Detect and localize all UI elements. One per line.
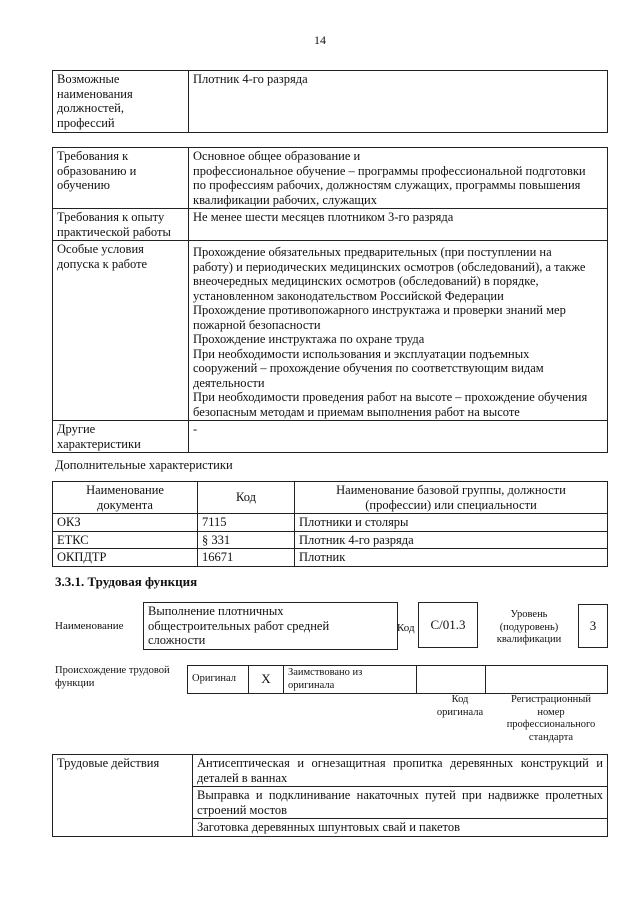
borrowed-label: Заимствовано из оригинала	[284, 666, 417, 694]
row-name: Плотник 4-го разряда	[295, 531, 608, 549]
row-code: 7115	[198, 514, 295, 532]
original-label: Оригинал	[188, 666, 249, 694]
actions-table	[52, 754, 608, 837]
positions-value: Плотник 4-го разряда	[189, 71, 608, 133]
row-code: § 331	[198, 531, 295, 549]
reg-number-label: Регистрационный номер профессионального стандарта	[506, 694, 596, 743]
row-code: 16671	[198, 549, 295, 567]
additional-title: Дополнительные характеристики	[55, 458, 233, 472]
row-doc: ЕТКС	[53, 531, 198, 549]
experience-value: Не менее шести месяцев плотником 3-го разряда	[189, 209, 608, 241]
list-item: Антисептическая и огнезащитная пропитка деревянных конструкций и деталей в ваннах	[193, 755, 608, 787]
level-label: Уровень (подуровень) квалификации	[496, 609, 562, 645]
positions-table	[52, 70, 608, 133]
education-label: Требования к образованию и обучению	[53, 148, 189, 209]
header-document: Наименование документа	[53, 482, 198, 514]
row-name: Плотники и столяры	[295, 514, 608, 532]
original-mark: X	[249, 666, 284, 694]
education-value: Основное общее образование и профессиональное обучение – программы профессиональной подготовки по профессиям рабочих, должностям служащих, программы повышения квалификации рабочих, служащих	[189, 148, 608, 209]
row-name: Плотник	[295, 549, 608, 567]
row-doc: ОКЗ	[53, 514, 198, 532]
table-row	[53, 514, 608, 532]
origin-code-label: Код оригинала	[436, 694, 484, 718]
code-label: Код	[397, 622, 415, 634]
other-characteristics-label: Другие характеристики	[53, 421, 189, 453]
other-characteristics-value: -	[189, 421, 608, 453]
page-number: 14	[314, 33, 326, 47]
special-conditions-value: Прохождение обязательных предварительных (при поступлении на работу) и периодических медицинских осмотров (обследований), а также внеочередных медицинских осмотров (обследований) в порядке, установленном законодательством Российской Федерации Прохождение противопожарного инструктажа и проверки знаний мер пожарной безопасности Прохождение инструктажа по охране труда При необходимости использования и эксплуатации подъемных сооружений – прохождение обучения по соответствующим видам деятельности При необходимости проведения работ на высоте – прохождение обучения безопасным методам и приемам выполнения работ на высоте	[189, 241, 608, 421]
origin-label: Происхождение трудовой функции	[55, 665, 170, 689]
requirements-table	[52, 147, 608, 453]
list-item: Выправка и подклинивание накаточных путей при надвижке пролетных строений мостов	[193, 787, 608, 819]
positions-label: Возможные наименования должностей, профессий	[53, 71, 189, 133]
table-row	[53, 549, 608, 567]
origin-code-cell	[417, 666, 486, 694]
name-label: Наименование	[55, 620, 124, 632]
list-item: Заготовка деревянных шпунтовых свай и пакетов	[193, 819, 608, 837]
header-code: Код	[198, 482, 295, 514]
reg-number-cell	[486, 666, 608, 694]
actions-label: Трудовые действия	[53, 755, 193, 837]
function-name: Выполнение плотничных общестроительных работ средней сложности	[143, 602, 398, 650]
header-group-name: Наименование базовой группы, должности (профессии) или специальности	[295, 482, 608, 514]
additional-table	[52, 481, 608, 567]
section-title: 3.3.1. Трудовая функция	[55, 574, 198, 589]
row-doc: ОКПДТР	[53, 549, 198, 567]
function-code: С/01.3	[418, 602, 478, 648]
level-value: 3	[578, 604, 608, 648]
table-row	[53, 531, 608, 549]
special-conditions-label: Особые условия допуска к работе	[53, 241, 189, 421]
origin-table	[187, 665, 608, 694]
experience-label: Требования к опыту практической работы	[53, 209, 189, 241]
